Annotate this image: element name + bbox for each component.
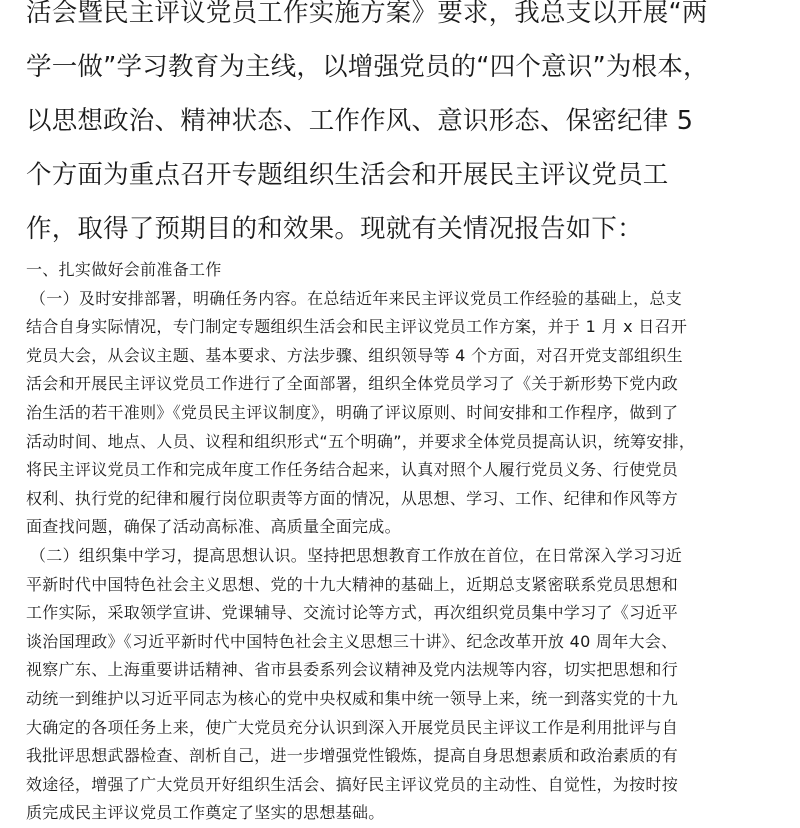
paragraph-preparation — [26, 285, 786, 542]
paragraph-line: 视察广东、上海重要讲话精神、省市县委系列会议精神及党内法规等内容，切实把思想和行 — [26, 660, 679, 680]
paragraph-line: 动统一到维护以习近平同志为核心的党中央权威和集中统一领导上来，统一到落实党的十九 — [26, 688, 679, 708]
paragraph-study — [26, 542, 786, 828]
intro-line: 作，取得了预期目的和效果。现就有关情况报告如下： — [26, 214, 643, 244]
intro-line: 活会暨民主评议党员工作实施方案》要求，我总支以开展“两 — [26, 0, 708, 28]
paragraph-line: 将民主评议党员工作和完成年度工作任务结合起来，认真对照个人履行党员义务、行使党员 — [26, 460, 679, 480]
paragraph-line: 质完成民主评议党员工作奠定了坚实的思想基础。 — [26, 803, 385, 823]
paragraph-line: 权利、执行党的纪律和履行岗位职责等方面的情况，从思想、学习、工作、纪律和作风等方 — [26, 488, 679, 508]
paragraph-line: 谈治国理政》《习近平新时代中国特色社会主义思想三十讲》、纪念改革开放 40 周年大会、 — [26, 631, 678, 651]
paragraph-line: 党员大会，从会议主题、基本要求、方法步骤、组织领导等 4 个方面，对召开党支部组织生 — [26, 345, 683, 365]
paragraph-line: 大确定的各项任务上来，使广大党员充分认识到深入开展党员民主评议工作是利用批评与自 — [26, 717, 679, 737]
intro-line: 学一做”学习教育为主线，以增强党员的“四个意识”为根本， — [26, 52, 709, 82]
paragraph-line: 治生活的若干准则》《党员民主评议制度》，明确了评议原则、时间安排和工作程序，做到了 — [26, 402, 679, 422]
report-body — [26, 256, 786, 828]
section-heading: 一、扎实做好会前准备工作 — [26, 260, 222, 279]
paragraph-line: 面查找问题，确保了活动高标准、高质量全面完成。 — [26, 517, 401, 537]
paragraph-line: （一）及时安排部署，明确任务内容。在总结近年来民主评议党员工作经验的基础上，总支 — [30, 288, 683, 308]
intro-line: 个方面为重点召开专题组织生活会和开展民主评议党员工 — [26, 160, 669, 190]
paragraph-line: 平新时代中国特色社会主义思想、党的十九大精神的基础上，近期总支紧密联系党员思想和 — [26, 574, 679, 594]
paragraph-line: 活会和开展民主评议党员工作进行了全面部署，组织全体党员学习了《关于新形势下党内政 — [26, 374, 679, 394]
paragraph-line: （二）组织集中学习，提高思想认识。坚持把思想教育工作放在首位，在日常深入学习习近 — [30, 545, 683, 565]
paragraph-line: 效途径，增强了广大党员开好组织生活会、搞好民主评议党员的主动性、自觉性，为按时按 — [26, 774, 679, 794]
intro-paragraph — [26, 0, 786, 256]
intro-line: 以思想政治、精神状态、工作作风、意识形态、保密纪律 5 — [26, 106, 694, 136]
paragraph-line: 活动时间、地点、人员、议程和组织形式“五个明确”，并要求全体党员提高认识，统筹安排， — [26, 431, 696, 451]
paragraph-line: 工作实际，采取领学宣讲、党课辅导、交流讨论等方式，再次组织党员集中学习了《习近平 — [26, 603, 679, 623]
paragraph-line: 结合自身实际情况，专门制定专题组织生活会和民主评议党员工作方案，并于 1 月 x 日召开 — [26, 317, 688, 337]
paragraph-line: 我批评思想武器检查、剖析自己，进一步增强党性锻炼，提高自身思想素质和政治素质的有 — [26, 746, 679, 766]
